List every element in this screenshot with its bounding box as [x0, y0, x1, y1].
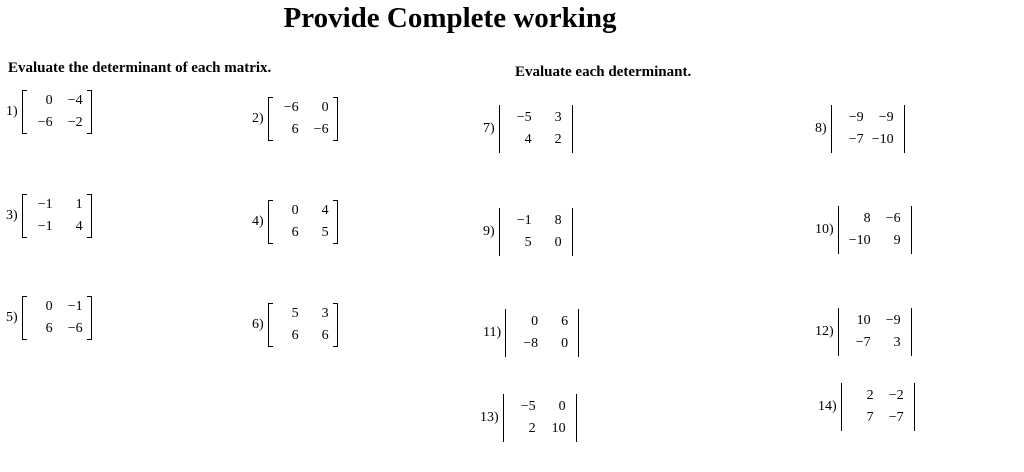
matrix-cell: 7 [866, 410, 874, 425]
matrix [268, 97, 338, 141]
determinant [841, 383, 915, 431]
matrix [22, 90, 92, 134]
problem-number: 1) [6, 104, 18, 119]
problem-8 [815, 105, 905, 153]
matrix-cell: −2 [67, 115, 83, 130]
matrix-cell: 9 [893, 233, 901, 248]
matrix [22, 296, 92, 340]
determinant [505, 309, 579, 357]
problem-12 [815, 308, 912, 356]
determinant [831, 105, 905, 153]
matrix-cell: −6 [885, 211, 901, 226]
matrix-cell: 6 [45, 321, 53, 336]
matrix-cell: −7 [848, 132, 864, 147]
problem-number: 2) [252, 111, 264, 126]
matrix-cell: 8 [863, 211, 871, 226]
matrix-cell: 3 [321, 306, 329, 321]
problem-number: 6) [252, 317, 264, 332]
determinant [499, 105, 573, 153]
matrix-cell: −6 [67, 321, 83, 336]
matrix-cell: 0 [45, 93, 53, 108]
matrix-cell: 2 [554, 132, 562, 147]
problem-number: 4) [252, 214, 264, 229]
matrix [268, 200, 338, 244]
problem-number: 14) [818, 399, 837, 414]
matrix-cell: −9 [885, 313, 901, 328]
problem-10 [815, 206, 912, 254]
matrix-cell: −10 [848, 233, 871, 248]
matrix-cell: −2 [888, 388, 904, 403]
determinant [503, 394, 577, 442]
problem-9 [483, 208, 573, 256]
problem-5 [6, 296, 92, 340]
matrix-cell: −5 [520, 399, 536, 414]
matrix-cell: −1 [37, 219, 53, 234]
matrix-cell: 6 [291, 225, 299, 240]
matrix-cell: 3 [893, 335, 901, 350]
problem-number: 12) [815, 324, 834, 339]
matrix-cell: −5 [516, 110, 532, 125]
section-heading-determinant: Evaluate each determinant. [515, 64, 692, 80]
matrix-cell: −10 [871, 132, 894, 147]
matrix-cell: 0 [531, 314, 539, 329]
matrix-cell: 4 [321, 203, 329, 218]
matrix-cell: 5 [321, 225, 329, 240]
problem-2 [252, 97, 338, 141]
matrix-cell: −7 [888, 410, 904, 425]
matrix-cell: −6 [283, 100, 299, 115]
problem-number: 7) [483, 121, 495, 136]
matrix-cell: 1 [75, 197, 83, 212]
matrix-cell: 2 [528, 421, 536, 436]
matrix-cell: −6 [313, 122, 329, 137]
problem-4 [252, 200, 338, 244]
page-title: Provide Complete working [283, 2, 617, 34]
matrix-cell: 4 [75, 219, 83, 234]
problem-number: 9) [483, 224, 495, 239]
problem-number: 3) [6, 208, 18, 223]
problem-3 [6, 194, 92, 238]
matrix-cell: 3 [554, 110, 562, 125]
matrix [22, 194, 92, 238]
problem-number: 10) [815, 222, 834, 237]
determinant [838, 206, 912, 254]
problem-number: 5) [6, 310, 18, 325]
problem-7 [483, 105, 573, 153]
matrix-cell: −4 [67, 93, 83, 108]
matrix-cell: 0 [561, 336, 569, 351]
matrix-cell: −9 [848, 110, 864, 125]
problem-6 [252, 303, 338, 347]
matrix-cell: 6 [561, 314, 569, 329]
matrix-cell: 6 [291, 122, 299, 137]
matrix-cell: 0 [321, 100, 329, 115]
matrix-cell: 2 [866, 388, 874, 403]
matrix-cell: −1 [67, 299, 83, 314]
matrix-cell: 5 [524, 235, 532, 250]
matrix-cell: 0 [45, 299, 53, 314]
matrix-cell: 6 [321, 328, 329, 343]
matrix [268, 303, 338, 347]
matrix-cell: −1 [516, 213, 532, 228]
problem-14 [818, 383, 915, 431]
problem-11 [483, 309, 579, 357]
problem-number: 11) [483, 325, 502, 340]
matrix-cell: 10 [856, 313, 871, 328]
matrix-cell: 8 [554, 213, 562, 228]
matrix-cell: 10 [551, 421, 566, 436]
matrix-cell: −9 [878, 110, 894, 125]
matrix-cell: −1 [37, 197, 53, 212]
problem-number: 8) [815, 121, 827, 136]
matrix-cell: 4 [524, 132, 532, 147]
determinant [499, 208, 573, 256]
matrix-cell: −7 [855, 335, 871, 350]
matrix-cell: 0 [558, 399, 566, 414]
matrix-cell: 6 [291, 328, 299, 343]
problem-13 [480, 394, 577, 442]
problem-number: 13) [480, 410, 499, 425]
matrix-cell: −6 [37, 115, 53, 130]
matrix-cell: −8 [523, 336, 539, 351]
matrix-cell: 5 [291, 306, 299, 321]
section-heading-matrix: Evaluate the determinant of each matrix. [8, 60, 272, 76]
determinant [838, 308, 912, 356]
matrix-cell: 0 [291, 203, 299, 218]
matrix-cell: 0 [554, 235, 562, 250]
problem-1 [6, 90, 92, 134]
